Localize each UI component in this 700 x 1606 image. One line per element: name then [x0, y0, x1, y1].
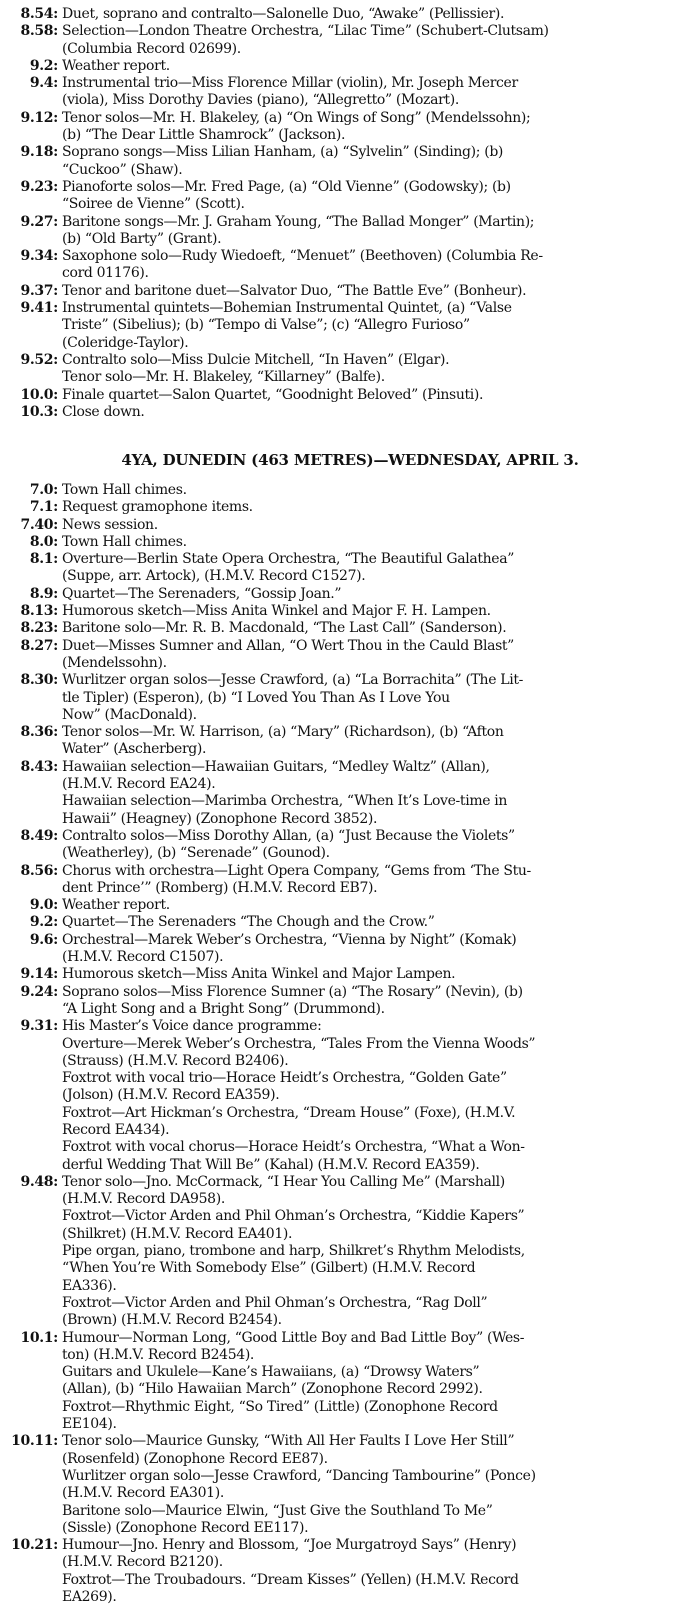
programme-time: 8.13:	[20, 603, 58, 620]
programme-time: 9.41:	[20, 300, 58, 317]
programme-item	[0, 759, 700, 828]
programme-line: Soprano songs—Miss Lilian Hanham, (a) “Sylvelin” (Sinding); (b)	[62, 144, 504, 161]
programme-item	[0, 603, 700, 620]
programme-line: “Cuckoo” (Shaw).	[62, 161, 183, 178]
programme-line: Contralto solo—Miss Dulcie Mitchell, “In Haven” (Elgar).	[62, 351, 450, 368]
programme-line: Instrumental quintets—Bohemian Instrumental Quintet, (a) “Valse	[62, 300, 512, 317]
programme-time: 8.0:	[29, 533, 58, 550]
programme-text	[62, 75, 700, 110]
programme-line: Soprano solos—Miss Florence Sumner (a) “The Rosary” (Nevin), (b)	[62, 983, 523, 1000]
programme-item	[0, 58, 700, 75]
programme-time: 7.0:	[29, 482, 58, 498]
programme-line: Foxtrot—Rhythmic Eight, “So Tired” (Little) (Zonophone Record	[62, 1398, 498, 1415]
programme-text	[62, 1174, 700, 1330]
programme-line: Contralto solos—Miss Dorothy Allan, (a) “Just Because the Violets”	[62, 827, 515, 844]
station-heading: 4YA, DUNEDIN (463 METRES)—WEDNESDAY, APRIL 3.	[121, 451, 579, 469]
programme-line: (H.M.V. Record EA24).	[62, 776, 216, 793]
programme-line: Baritone solo—Maurice Elwin, “Just Give the Southland To Me”	[62, 1502, 493, 1519]
programme-line: Guitars and Ukulele—Kane’s Hawaiians, (a) “Drowsy Waters”	[62, 1364, 480, 1381]
programme-time: 8.36:	[20, 724, 58, 741]
programme-text	[62, 672, 700, 724]
programme-line: (Weatherley), (b) “Serenade” (Gounod).	[62, 845, 330, 862]
programme-item	[0, 387, 700, 404]
programme-item	[0, 499, 700, 516]
programme-item	[0, 534, 700, 551]
programme-line: “When You’re With Somebody Else” (Gilbert) (H.M.V. Record	[62, 1260, 476, 1277]
programme-line: (Allan), (b) “Hilo Hawaiian March” (Zonophone Record 2992).	[62, 1381, 483, 1398]
programme-line: Chorus with orchestra—Light Opera Company, “Gems from ‘The Stu-	[62, 862, 531, 879]
programme-line: Saxophone solo—Rudy Wiedoeft, “Menuet” (Beethoven) (Columbia Re-	[62, 248, 543, 265]
programme-item	[0, 1433, 700, 1537]
programme-line: (Brown) (H.M.V. Record B2454).	[62, 1312, 282, 1329]
programme-time: 10.21:	[11, 1537, 58, 1554]
programme-line: News session.	[62, 516, 158, 533]
programme-item	[0, 283, 700, 300]
programme-text	[62, 863, 700, 898]
programme-line: tle Tipler) (Esperon), (b) “I Loved You Than As I Love You	[62, 689, 450, 706]
programme-time: 9.14:	[20, 966, 58, 983]
programme-line: (Rosenfeld) (Zonophone Record EE87).	[62, 1450, 328, 1467]
programme-time: 8.43:	[20, 758, 58, 775]
programme-text	[62, 534, 700, 551]
programme-text	[62, 482, 700, 499]
programme-item	[0, 300, 700, 352]
programme-text	[62, 1537, 700, 1606]
programme-time: 8.49:	[20, 827, 58, 844]
programme-line: Humour—Norman Long, “Good Little Boy and Bad Little Boy” (Wes-	[62, 1329, 525, 1346]
programme-line: Now” (MacDonald).	[62, 706, 197, 723]
programme-text	[62, 499, 700, 516]
programme-line: (viola), Miss Dorothy Davies (piano), “Allegretto” (Mozart).	[62, 92, 459, 109]
programme-line: Pipe organ, piano, trombone and harp, Shilkret’s Rhythm Melodists,	[62, 1243, 525, 1260]
programme-line: Close down.	[62, 403, 145, 420]
programme-line: Wurlitzer organ solos—Jesse Crawford, (a) “La Borrachita” (The Lit-	[62, 672, 523, 689]
programme-item	[0, 551, 700, 586]
programme-line: EE104).	[62, 1416, 117, 1433]
programme-line: Quartet—The Serenaders “The Chough and the Crow.”	[62, 914, 435, 931]
programme-text	[62, 897, 700, 914]
station-programme-upper	[0, 6, 700, 421]
programme-item	[0, 517, 700, 534]
programme-text	[62, 1433, 700, 1537]
programme-text	[62, 110, 700, 145]
programme-item	[0, 966, 700, 983]
programme-line: Foxtrot—Victor Arden and Phil Ohman’s Orchestra, “Kiddie Kapers”	[62, 1208, 525, 1225]
programme-line: Foxtrot with vocal chorus—Horace Heidt’s Orchestra, “What a Won-	[62, 1139, 525, 1156]
programme-time: 9.0:	[29, 897, 58, 914]
programme-line: Water” (Ascherberg).	[62, 741, 207, 758]
programme-time: 9.23:	[20, 178, 58, 195]
programme-text	[62, 58, 700, 75]
programme-item	[0, 144, 700, 179]
programme-text	[62, 517, 700, 534]
programme-item	[0, 369, 700, 386]
programme-item	[0, 248, 700, 283]
programme-text	[62, 352, 700, 369]
programme-line: Foxtrot—Art Hickman’s Orchestra, “Dream House” (Foxe), (H.M.V.	[62, 1104, 516, 1121]
programme-item	[0, 1018, 700, 1174]
programme-time: 7.40:	[20, 516, 58, 533]
programme-text	[62, 914, 700, 931]
programme-line: Humorous sketch—Miss Anita Winkel and Major F. H. Lampen.	[62, 603, 491, 620]
programme-line: Quartet—The Serenaders, “Gossip Joan.”	[62, 585, 342, 602]
programme-line: (Columbia Record 02699).	[62, 40, 241, 57]
programme-time: 8.56:	[20, 862, 58, 879]
programme-time: 9.48:	[20, 1173, 58, 1190]
programme-line: Orchestral—Marek Weber’s Orchestra, “Vienna by Night” (Komak)	[62, 931, 517, 948]
programme-item	[0, 914, 700, 931]
programme-line: Town Hall chimes.	[62, 533, 187, 550]
programme-item	[0, 110, 700, 145]
programme-item	[0, 620, 700, 637]
programme-line: Triste” (Sibelius); (b) “Tempo di Valse”; (c) “Allegro Furioso”	[62, 317, 470, 334]
programme-item	[0, 672, 700, 724]
programme-text	[62, 551, 700, 586]
programme-text	[62, 404, 700, 421]
programme-item	[0, 638, 700, 673]
programme-time: 10.3:	[20, 403, 58, 420]
programme-line: Pianoforte solos—Mr. Fred Page, (a) “Old Vienne” (Godowsky); (b)	[62, 178, 511, 195]
programme-time: 9.31:	[20, 1018, 58, 1035]
programme-line: EA336).	[62, 1277, 117, 1294]
programme-line: Tenor solos—Mr. W. Harrison, (a) “Mary” (Richardson), (b) “Afton	[62, 724, 504, 741]
programme-time: 9.2:	[29, 914, 58, 931]
programme-line: Hawaiian selection—Hawaiian Guitars, “Medley Waltz” (Allan),	[62, 758, 490, 775]
programme-line: His Master’s Voice dance programme:	[62, 1018, 322, 1035]
programme-item	[0, 932, 700, 967]
programme-line: dent Prince’” (Romberg) (H.M.V. Record EB7).	[62, 879, 378, 896]
programme-text	[62, 1018, 700, 1174]
programme-line: Instrumental trio—Miss Florence Millar (violin), Mr. Joseph Mercer	[62, 75, 518, 92]
programme-item	[0, 828, 700, 863]
programme-time: 8.23:	[20, 620, 58, 637]
programme-line: (H.M.V. Record B2120).	[62, 1554, 223, 1571]
programme-line: Weather report.	[62, 57, 170, 74]
programme-item	[0, 6, 700, 23]
programme-item	[0, 352, 700, 369]
programme-line: (b) “The Dear Little Shamrock” (Jackson).	[62, 127, 346, 144]
programme-time: 8.30:	[20, 672, 58, 689]
programme-line: Foxtrot with vocal trio—Horace Heidt’s Orchestra, “Golden Gate”	[62, 1070, 507, 1087]
programme-line: Record EA434).	[62, 1121, 170, 1138]
programme-line: Tenor solo—Jno. McCormack, “I Hear You Calling Me” (Marshall)	[62, 1173, 505, 1190]
programme-text	[62, 387, 700, 404]
programme-line: Foxtrot—Victor Arden and Phil Ohman’s Orchestra, “Rag Doll”	[62, 1294, 488, 1311]
programme-item	[0, 724, 700, 759]
programme-line: Hawaii” (Heagney) (Zonophone Record 3852).	[62, 810, 378, 827]
programme-text	[62, 984, 700, 1019]
programme-time: 10.0:	[20, 386, 58, 403]
programme-time: 9.52:	[20, 351, 58, 368]
programme-item	[0, 1174, 700, 1330]
station-programme-4ya	[0, 482, 700, 1606]
programme-time: 10.1:	[20, 1329, 58, 1346]
programme-time: 8.1:	[29, 551, 58, 568]
programme-line: (Mendelssohn).	[62, 654, 167, 671]
programme-line: cord 01176).	[62, 265, 149, 282]
programme-text	[62, 214, 700, 249]
programme-item	[0, 1330, 700, 1434]
programme-line: Duet—Misses Sumner and Allan, “O Wert Thou in the Cauld Blast”	[62, 637, 514, 654]
programme-text	[62, 966, 700, 983]
programme-line: derful Wedding That Will Be” (Kahal) (H.M.V. Record EA359).	[62, 1156, 480, 1173]
programme-line: Hawaiian selection—Marimba Orchestra, “When It’s Love-time in	[62, 793, 508, 810]
programme-item	[0, 404, 700, 421]
programme-item	[0, 214, 700, 249]
programme-item	[0, 75, 700, 110]
programme-line: Duet, soprano and contralto—Salonelle Duo, “Awake” (Pellissier).	[62, 6, 505, 22]
programme-text	[62, 724, 700, 759]
programme-time: 9.18:	[20, 144, 58, 161]
programme-item	[0, 897, 700, 914]
programme-line: (H.M.V. Record DA958).	[62, 1191, 225, 1208]
programme-line: EA269).	[62, 1589, 117, 1605]
programme-line: (Strauss) (H.M.V. Record B2406).	[62, 1052, 289, 1069]
programme-line: ton) (H.M.V. Record B2454).	[62, 1346, 255, 1363]
programme-text	[62, 586, 700, 603]
programme-text	[62, 638, 700, 673]
programme-line: (Coleridge-Taylor).	[62, 334, 189, 351]
programme-line: (Suppe, arr. Artock), (H.M.V. Record C1527).	[62, 568, 366, 585]
programme-line: Selection—London Theatre Orchestra, “Lilac Time” (Schubert-Clutsam)	[62, 23, 549, 40]
programme-line: (Sissle) (Zonophone Record EE117).	[62, 1519, 309, 1536]
programme-time: 8.9:	[29, 585, 58, 602]
programme-item	[0, 984, 700, 1019]
programme-line: Tenor solo—Maurice Gunsky, “With All Her Faults I Love Her Still”	[62, 1433, 515, 1450]
programme-line: Humour—Jno. Henry and Blossom, “Joe Murgatroyd Says” (Henry)	[62, 1537, 517, 1554]
programme-line: Baritone songs—Mr. J. Graham Young, “The Ballad Monger” (Martin);	[62, 213, 535, 230]
programme-item	[0, 482, 700, 499]
programme-line: Overture—Merek Weber’s Orchestra, “Tales From the Vienna Woods”	[62, 1035, 536, 1052]
programme-line: Tenor solos—Mr. H. Blakeley, (a) “On Wings of Song” (Mendelssohn);	[62, 109, 531, 126]
programme-line: (H.M.V. Record C1507).	[62, 949, 224, 966]
programme-line: (Jolson) (H.M.V. Record EA359).	[62, 1087, 280, 1104]
programme-text	[62, 179, 700, 214]
programme-time: 9.24:	[20, 983, 58, 1000]
programme-time: 8.58:	[20, 23, 58, 40]
programme-time: 9.12:	[20, 109, 58, 126]
programme-line: (H.M.V. Record EA301).	[62, 1485, 224, 1502]
programme-item	[0, 1537, 700, 1606]
programme-text	[62, 248, 700, 283]
programme-line: Humorous sketch—Miss Anita Winkel and Major Lampen.	[62, 966, 456, 983]
programme-text	[62, 144, 700, 179]
programme-time: 9.6:	[29, 931, 58, 948]
programme-item	[0, 179, 700, 214]
programme-line: Overture—Berlin State Opera Orchestra, “The Beautiful Galathea”	[62, 551, 515, 568]
programme-time: 9.2:	[29, 57, 58, 74]
programme-text	[62, 828, 700, 863]
programme-text	[62, 23, 700, 58]
programme-text	[62, 6, 700, 23]
programme-item	[0, 23, 700, 58]
programme-line: “A Light Song and a Bright Song” (Drummond).	[62, 1000, 385, 1017]
programme-line: Tenor solo—Mr. H. Blakeley, “Killarney” (Balfe).	[62, 369, 385, 386]
programme-text	[62, 1330, 700, 1434]
programme-time: 9.34:	[20, 248, 58, 265]
programme-text	[62, 283, 700, 300]
programme-line: Weather report.	[62, 897, 170, 914]
programme-time: 9.27:	[20, 213, 58, 230]
programme-line: Wurlitzer organ solo—Jesse Crawford, “Dancing Tambourine” (Ponce)	[62, 1467, 536, 1484]
programme-time: 9.37:	[20, 282, 58, 299]
programme-time: 10.11:	[11, 1433, 58, 1450]
programme-line: (Shilkret) (H.M.V. Record EA401).	[62, 1225, 293, 1242]
programme-line: Finale quartet—Salon Quartet, “Goodnight Beloved” (Pinsuti).	[62, 386, 484, 403]
programme-time: 9.4:	[29, 75, 58, 92]
programme-line: “Soiree de Vienne” (Scott).	[62, 196, 245, 213]
programme-time: 7.1:	[29, 499, 58, 516]
programme-item	[0, 586, 700, 603]
programme-line: Request gramophone items.	[62, 499, 253, 516]
programme-line: Tenor and baritone duet—Salvator Duo, “The Battle Eve” (Bonheur).	[62, 282, 527, 299]
programme-line: (b) “Old Barty” (Grant).	[62, 230, 222, 247]
programme-text	[62, 620, 700, 637]
programme-text	[62, 369, 700, 386]
programme-line: Baritone solo—Mr. R. B. Macdonald, “The Last Call” (Sanderson).	[62, 620, 507, 637]
programme-text	[62, 759, 700, 828]
programme-text	[62, 932, 700, 967]
programme-text	[62, 603, 700, 620]
programme-text	[62, 300, 700, 352]
programme-time: 8.54:	[20, 6, 58, 22]
programme-time: 8.27:	[20, 637, 58, 654]
programme-item	[0, 863, 700, 898]
programme-line: Foxtrot—The Troubadours. “Dream Kisses” (Yellen) (H.M.V. Record	[62, 1571, 519, 1588]
programme-line: Town Hall chimes.	[62, 482, 187, 498]
